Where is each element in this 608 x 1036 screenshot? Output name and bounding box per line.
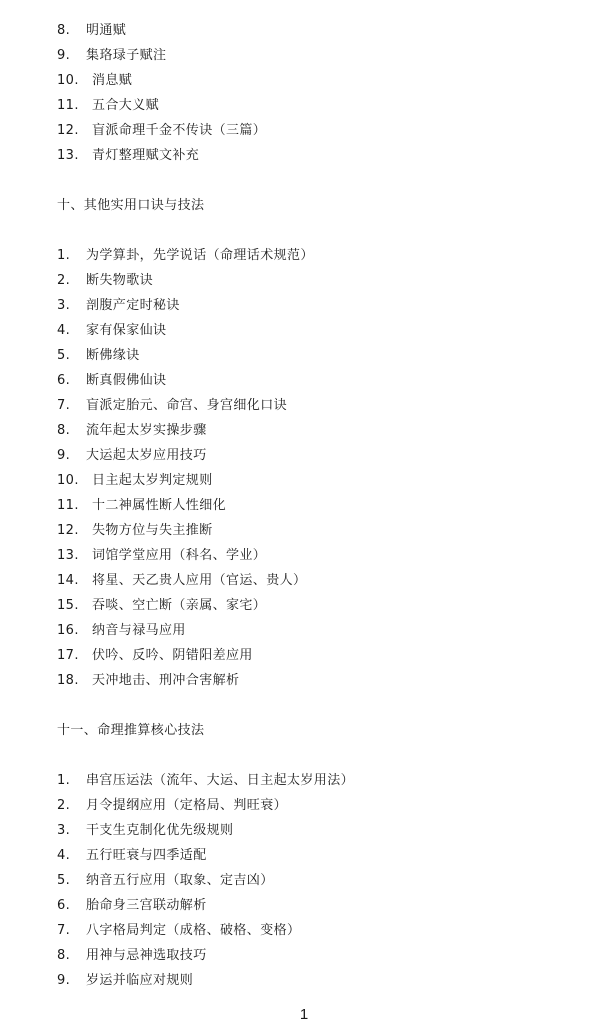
list-item [57, 271, 153, 291]
list-item [57, 71, 132, 91]
list-item-number: 7. [57, 398, 71, 413]
list-item-text: 为学算卦，先学说话（命理话术规范） [86, 248, 314, 263]
section-heading-11: 十一、命理推算核心技法 [57, 723, 205, 738]
list-item-text: 吞啖、空亡断（亲属、家宅） [92, 598, 267, 613]
list-item-text: 盲派定胎元、命宫、身宫细化口诀 [86, 398, 288, 413]
list-item-number: 9. [57, 973, 71, 988]
list-item-text: 五行旺衰与四季适配 [86, 848, 207, 863]
list-item-number: 13. [57, 148, 79, 163]
list-item [57, 646, 253, 666]
list-item [57, 896, 207, 916]
list-item [57, 621, 186, 641]
list-item-number: 6. [57, 373, 71, 388]
list-item-text: 青灯整理赋文补充 [92, 148, 200, 163]
list-item-number: 9. [57, 448, 71, 463]
list-item-text: 集珞琭子赋注 [86, 48, 167, 63]
list-item-text: 失物方位与失主推断 [92, 523, 213, 538]
list-item-text: 岁运并临应对规则 [86, 973, 194, 988]
list-item-text: 剖腹产定时秘诀 [86, 298, 180, 313]
list-item-number: 6. [57, 898, 71, 913]
list-item [57, 346, 140, 366]
list-item [57, 871, 274, 891]
list-item-number: 4. [57, 848, 71, 863]
list-item [57, 521, 213, 541]
list-item-text: 消息赋 [92, 73, 133, 88]
list-item [57, 796, 287, 816]
list-item [57, 46, 166, 66]
list-item-number: 10. [57, 73, 79, 88]
list-item-number: 8. [57, 423, 71, 438]
list-item [57, 471, 213, 491]
list-item-text: 断真假佛仙诀 [86, 373, 167, 388]
list-item-text: 日主起太岁判定规则 [92, 473, 213, 488]
list-item-text: 断佛缘诀 [86, 348, 140, 363]
list-item-number: 11. [57, 98, 79, 113]
list-item-text: 天冲地击、刑冲合害解析 [92, 673, 240, 688]
section-heading-10: 十、其他实用口诀与技法 [57, 198, 205, 213]
list-item [57, 21, 126, 41]
list-item-text: 用神与忌神选取技巧 [86, 948, 207, 963]
list-item [57, 771, 354, 791]
list-item-text: 明通赋 [86, 23, 127, 38]
list-item-number: 12. [57, 123, 79, 138]
list-item [57, 921, 300, 941]
list-item-number: 8. [57, 23, 71, 38]
list-item [57, 421, 207, 441]
list-item-number: 12. [57, 523, 79, 538]
list-item-text: 十二神属性断人性细化 [92, 498, 227, 513]
list-item-text: 串宫压运法（流年、大运、日主起太岁用法） [86, 773, 355, 788]
list-item-text: 家有保家仙诀 [86, 323, 167, 338]
list-item [57, 546, 266, 566]
list-item-text: 纳音与禄马应用 [92, 623, 186, 638]
list-item [57, 821, 233, 841]
list-item-text: 断失物歌诀 [86, 273, 154, 288]
list-item [57, 371, 166, 391]
list-item-number: 17. [57, 648, 79, 663]
list-item-number: 5. [57, 873, 71, 888]
list-item-number: 3. [57, 823, 71, 838]
list-item [57, 496, 226, 516]
list-item [57, 121, 266, 141]
list-item [57, 321, 166, 341]
list-item-number: 15. [57, 598, 79, 613]
list-item [57, 246, 314, 266]
page-number: 1 [299, 1006, 309, 1023]
list-item-number: 14. [57, 573, 79, 588]
list-item-text: 胎命身三宫联动解析 [86, 898, 207, 913]
list-item-text: 八字格局判定（成格、破格、变格） [86, 923, 301, 938]
list-item-number: 5. [57, 348, 71, 363]
list-item-number: 2. [57, 798, 71, 813]
list-item-text: 词馆学堂应用（科名、学业） [92, 548, 267, 563]
list-item-text: 将星、天乙贵人应用（官运、贵人） [92, 573, 307, 588]
list-item-number: 1. [57, 773, 71, 788]
list-item [57, 146, 199, 166]
list-item-number: 18. [57, 673, 79, 688]
list-item-text: 流年起太岁实操步骤 [86, 423, 207, 438]
list-item [57, 671, 239, 691]
list-item-number: 9. [57, 48, 71, 63]
list-item [57, 571, 306, 591]
list-item-number: 1. [57, 248, 71, 263]
list-item-text: 伏吟、反吟、阴错阳差应用 [92, 648, 253, 663]
list-item [57, 296, 180, 316]
list-item-text: 五合大义赋 [92, 98, 160, 113]
list-item [57, 96, 159, 116]
list-item-number: 2. [57, 273, 71, 288]
list-item-number: 13. [57, 548, 79, 563]
list-item-number: 4. [57, 323, 71, 338]
list-item [57, 846, 207, 866]
list-item-number: 16. [57, 623, 79, 638]
list-item-text: 干支生克制化优先级规则 [86, 823, 234, 838]
list-item [57, 396, 287, 416]
list-item [57, 596, 266, 616]
list-item-text: 大运起太岁应用技巧 [86, 448, 207, 463]
list-item-number: 7. [57, 923, 71, 938]
list-item-number: 3. [57, 298, 71, 313]
list-item-text: 纳音五行应用（取象、定吉凶） [86, 873, 274, 888]
list-item [57, 971, 193, 991]
list-item-number: 11. [57, 498, 79, 513]
list-item-number: 8. [57, 948, 71, 963]
list-item [57, 446, 207, 466]
list-item-text: 月令提纲应用（定格局、判旺衰） [86, 798, 288, 813]
list-item [57, 946, 207, 966]
list-item-text: 盲派命理千金不传诀（三篇） [92, 123, 267, 138]
list-item-number: 10. [57, 473, 79, 488]
